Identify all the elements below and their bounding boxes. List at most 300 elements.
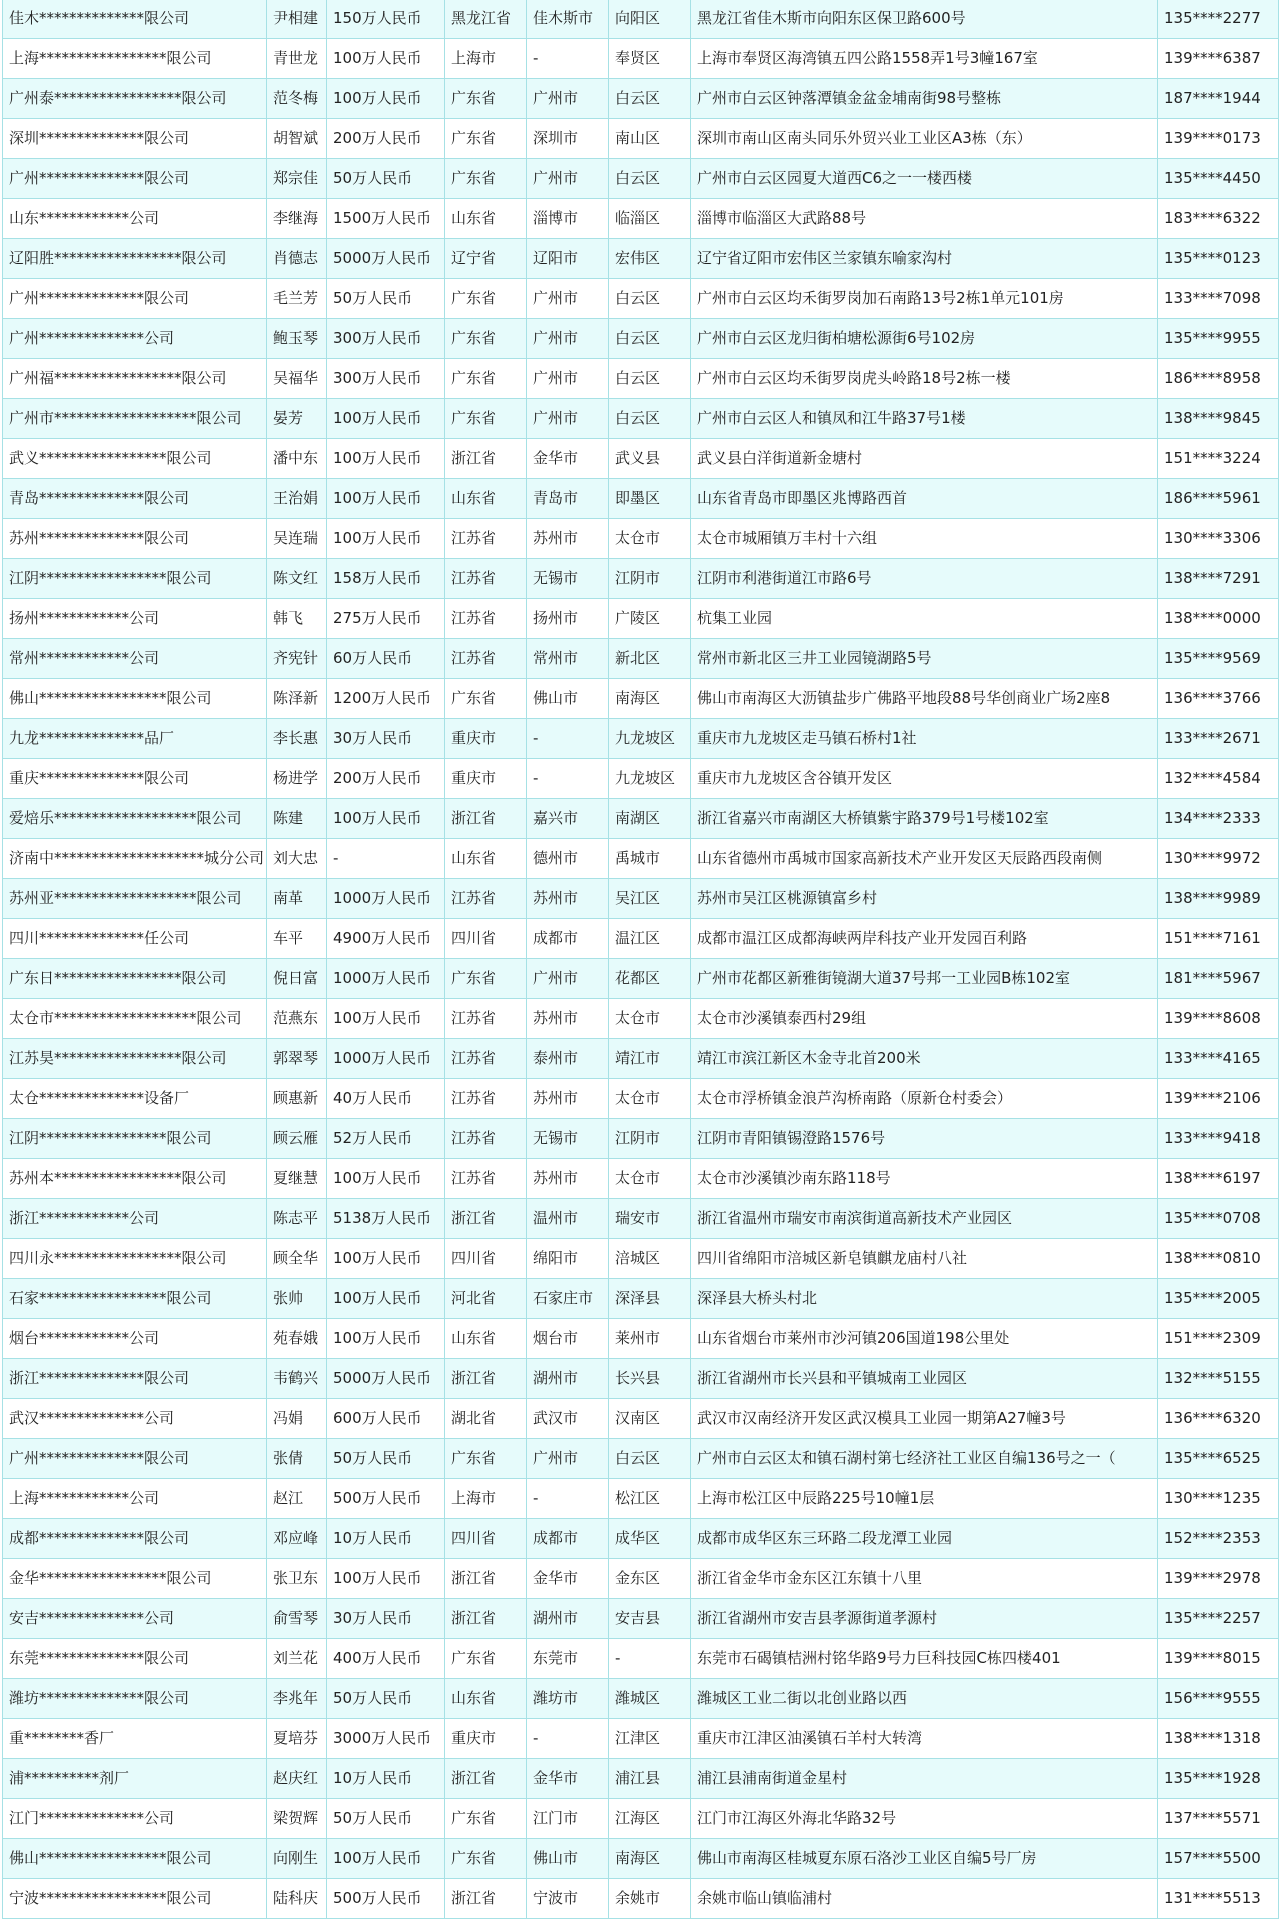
- district-cell: 白云区: [609, 1439, 691, 1479]
- company-name-cell: 常州************公司: [3, 639, 267, 679]
- legal-rep-cell: 韦鹤兴: [267, 1359, 327, 1399]
- company-name-cell: 佛山*****************限公司: [3, 1839, 267, 1879]
- phone-cell: 132****5155: [1158, 1359, 1279, 1399]
- legal-rep-cell: 夏继慧: [267, 1159, 327, 1199]
- table-row: [3, 719, 1279, 759]
- district-cell: 莱州市: [609, 1319, 691, 1359]
- city-cell: -: [527, 39, 609, 79]
- phone-cell: 187****1944: [1158, 79, 1279, 119]
- province-cell: 广东省: [445, 1839, 527, 1879]
- district-cell: 白云区: [609, 359, 691, 399]
- address-cell: 江门市江海区外海北华路32号: [691, 1799, 1158, 1839]
- capital-cell: 5138万人民币: [327, 1199, 445, 1239]
- table-row: [3, 799, 1279, 839]
- company-name-cell: 重庆**************限公司: [3, 759, 267, 799]
- province-cell: 江苏省: [445, 599, 527, 639]
- table-row: [3, 239, 1279, 279]
- district-cell: 成华区: [609, 1519, 691, 1559]
- district-cell: 江阴市: [609, 1119, 691, 1159]
- company-table-body: [3, 0, 1279, 1919]
- district-cell: 江阴市: [609, 559, 691, 599]
- city-cell: 湖州市: [527, 1599, 609, 1639]
- phone-cell: 138****9989: [1158, 879, 1279, 919]
- legal-rep-cell: 毛兰芳: [267, 279, 327, 319]
- city-cell: 无锡市: [527, 559, 609, 599]
- company-name-cell: 广州**************限公司: [3, 159, 267, 199]
- city-cell: 辽阳市: [527, 239, 609, 279]
- phone-cell: 151****3224: [1158, 439, 1279, 479]
- address-cell: 浙江省金华市金东区江东镇十八里: [691, 1559, 1158, 1599]
- capital-cell: 100万人民币: [327, 39, 445, 79]
- address-cell: 辽宁省辽阳市宏伟区兰家镇东喻家沟村: [691, 239, 1158, 279]
- province-cell: 湖北省: [445, 1399, 527, 1439]
- capital-cell: 30万人民币: [327, 719, 445, 759]
- table-row: [3, 1399, 1279, 1439]
- address-cell: 重庆市江津区油溪镇石羊村大转湾: [691, 1719, 1158, 1759]
- address-cell: 广州市白云区均禾街罗岗虎头岭路18号2栋一楼: [691, 359, 1158, 399]
- phone-cell: 181****5967: [1158, 959, 1279, 999]
- province-cell: 黑龙江省: [445, 0, 527, 39]
- legal-rep-cell: 陈文红: [267, 559, 327, 599]
- phone-cell: 138****1318: [1158, 1719, 1279, 1759]
- capital-cell: 100万人民币: [327, 479, 445, 519]
- company-name-cell: 济南中********************城分公司: [3, 839, 267, 879]
- legal-rep-cell: 潘中东: [267, 439, 327, 479]
- phone-cell: 135****2277: [1158, 0, 1279, 39]
- address-cell: 江阴市利港街道江市路6号: [691, 559, 1158, 599]
- district-cell: 浦江县: [609, 1759, 691, 1799]
- legal-rep-cell: 吴连瑞: [267, 519, 327, 559]
- phone-cell: 134****2333: [1158, 799, 1279, 839]
- table-row: [3, 1719, 1279, 1759]
- table-row: [3, 1159, 1279, 1199]
- city-cell: 湖州市: [527, 1359, 609, 1399]
- city-cell: 泰州市: [527, 1039, 609, 1079]
- legal-rep-cell: 李兆年: [267, 1679, 327, 1719]
- table-row: [3, 639, 1279, 679]
- province-cell: 江苏省: [445, 1079, 527, 1119]
- legal-rep-cell: 夏培芬: [267, 1719, 327, 1759]
- address-cell: 常州市新北区三井工业园镜湖路5号: [691, 639, 1158, 679]
- company-name-cell: 广州**************限公司: [3, 279, 267, 319]
- province-cell: 四川省: [445, 919, 527, 959]
- province-cell: 四川省: [445, 1239, 527, 1279]
- legal-rep-cell: 范燕东: [267, 999, 327, 1039]
- company-name-cell: 江苏昊*****************限公司: [3, 1039, 267, 1079]
- city-cell: 苏州市: [527, 999, 609, 1039]
- company-name-cell: 广州**************公司: [3, 319, 267, 359]
- phone-cell: 135****6525: [1158, 1439, 1279, 1479]
- company-name-cell: 浙江**************限公司: [3, 1359, 267, 1399]
- district-cell: 靖江市: [609, 1039, 691, 1079]
- capital-cell: 40万人民币: [327, 1079, 445, 1119]
- company-name-cell: 广东日*****************限公司: [3, 959, 267, 999]
- phone-cell: 139****6387: [1158, 39, 1279, 79]
- company-name-cell: 青岛**************限公司: [3, 479, 267, 519]
- province-cell: 广东省: [445, 279, 527, 319]
- district-cell: 吴江区: [609, 879, 691, 919]
- district-cell: 江津区: [609, 1719, 691, 1759]
- capital-cell: 100万人民币: [327, 999, 445, 1039]
- city-cell: 潍坊市: [527, 1679, 609, 1719]
- city-cell: 无锡市: [527, 1119, 609, 1159]
- address-cell: 重庆市九龙坡区含谷镇开发区: [691, 759, 1158, 799]
- phone-cell: 133****7098: [1158, 279, 1279, 319]
- legal-rep-cell: 陈建: [267, 799, 327, 839]
- address-cell: 四川省绵阳市涪城区新皂镇麒龙庙村八社: [691, 1239, 1158, 1279]
- city-cell: -: [527, 1719, 609, 1759]
- capital-cell: 300万人民币: [327, 319, 445, 359]
- province-cell: 江苏省: [445, 639, 527, 679]
- company-name-cell: 苏州亚*******************限公司: [3, 879, 267, 919]
- phone-cell: 138****9845: [1158, 399, 1279, 439]
- district-cell: 白云区: [609, 159, 691, 199]
- company-name-cell: 四川**************任公司: [3, 919, 267, 959]
- phone-cell: 138****0810: [1158, 1239, 1279, 1279]
- city-cell: 宁波市: [527, 1879, 609, 1919]
- capital-cell: 30万人民币: [327, 1599, 445, 1639]
- address-cell: 成都市成华区东三环路二段龙潭工业园: [691, 1519, 1158, 1559]
- phone-cell: 135****1928: [1158, 1759, 1279, 1799]
- phone-cell: 183****6322: [1158, 199, 1279, 239]
- table-row: [3, 1519, 1279, 1559]
- table-row: [3, 599, 1279, 639]
- phone-cell: 135****0123: [1158, 239, 1279, 279]
- district-cell: 南海区: [609, 1839, 691, 1879]
- capital-cell: 200万人民币: [327, 759, 445, 799]
- district-cell: 汉南区: [609, 1399, 691, 1439]
- phone-cell: 138****7291: [1158, 559, 1279, 599]
- table-row: [3, 1199, 1279, 1239]
- table-row: [3, 1479, 1279, 1519]
- address-cell: 山东省青岛市即墨区兆博路西首: [691, 479, 1158, 519]
- capital-cell: 100万人民币: [327, 79, 445, 119]
- city-cell: 苏州市: [527, 1079, 609, 1119]
- address-cell: 武汉市汉南经济开发区武汉模具工业园一期第A27幢3号: [691, 1399, 1158, 1439]
- legal-rep-cell: 陈泽新: [267, 679, 327, 719]
- table-row: [3, 1879, 1279, 1919]
- address-cell: 上海市松江区中辰路225号10幢1层: [691, 1479, 1158, 1519]
- district-cell: 九龙坡区: [609, 719, 691, 759]
- capital-cell: 3000万人民币: [327, 1719, 445, 1759]
- phone-cell: 139****8015: [1158, 1639, 1279, 1679]
- address-cell: 广州市白云区人和镇凤和江牛路37号1楼: [691, 399, 1158, 439]
- address-cell: 深圳市南山区南头同乐外贸兴业工业区A3栋（东）: [691, 119, 1158, 159]
- legal-rep-cell: 肖德志: [267, 239, 327, 279]
- province-cell: 广东省: [445, 399, 527, 439]
- legal-rep-cell: 李继海: [267, 199, 327, 239]
- company-name-cell: 浦**********剂厂: [3, 1759, 267, 1799]
- phone-cell: 135****4450: [1158, 159, 1279, 199]
- address-cell: 深泽县大桥头村北: [691, 1279, 1158, 1319]
- address-cell: 苏州市吴江区桃源镇富乡村: [691, 879, 1158, 919]
- province-cell: 广东省: [445, 959, 527, 999]
- district-cell: 奉贤区: [609, 39, 691, 79]
- table-row: [3, 959, 1279, 999]
- address-cell: 佛山市南海区桂城夏东原石洛沙工业区自编5号厂房: [691, 1839, 1158, 1879]
- address-cell: 余姚市临山镇临浦村: [691, 1879, 1158, 1919]
- province-cell: 山东省: [445, 839, 527, 879]
- capital-cell: 50万人民币: [327, 1439, 445, 1479]
- table-row: [3, 479, 1279, 519]
- table-row: [3, 39, 1279, 79]
- address-cell: 浙江省温州市瑞安市南滨街道高新技术产业园区: [691, 1199, 1158, 1239]
- address-cell: 广州市花都区新雅街镜湖大道37号邦一工业园B栋102室: [691, 959, 1158, 999]
- legal-rep-cell: 晏芳: [267, 399, 327, 439]
- capital-cell: 50万人民币: [327, 159, 445, 199]
- capital-cell: 100万人民币: [327, 439, 445, 479]
- legal-rep-cell: 车平: [267, 919, 327, 959]
- phone-cell: 130****3306: [1158, 519, 1279, 559]
- province-cell: 浙江省: [445, 1199, 527, 1239]
- province-cell: 江苏省: [445, 1159, 527, 1199]
- city-cell: 佛山市: [527, 1839, 609, 1879]
- phone-cell: 135****9569: [1158, 639, 1279, 679]
- phone-cell: 152****2353: [1158, 1519, 1279, 1559]
- company-name-cell: 佛山*****************限公司: [3, 679, 267, 719]
- city-cell: 广州市: [527, 279, 609, 319]
- legal-rep-cell: 俞雪琴: [267, 1599, 327, 1639]
- province-cell: 广东省: [445, 1639, 527, 1679]
- city-cell: 广州市: [527, 399, 609, 439]
- province-cell: 河北省: [445, 1279, 527, 1319]
- company-name-cell: 广州泰*****************限公司: [3, 79, 267, 119]
- company-name-cell: 辽阳胜*****************限公司: [3, 239, 267, 279]
- province-cell: 上海市: [445, 1479, 527, 1519]
- address-cell: 上海市奉贤区海湾镇五四公路1558弄1号3幢167室: [691, 39, 1158, 79]
- province-cell: 重庆市: [445, 1719, 527, 1759]
- phone-cell: 136****6320: [1158, 1399, 1279, 1439]
- province-cell: 浙江省: [445, 1359, 527, 1399]
- district-cell: 南山区: [609, 119, 691, 159]
- province-cell: 广东省: [445, 159, 527, 199]
- city-cell: 广州市: [527, 319, 609, 359]
- capital-cell: 100万人民币: [327, 1839, 445, 1879]
- district-cell: 太仓市: [609, 519, 691, 559]
- legal-rep-cell: 范冬梅: [267, 79, 327, 119]
- district-cell: 广陵区: [609, 599, 691, 639]
- address-cell: 广州市白云区均禾街罗岗加石南路13号2栋1单元101房: [691, 279, 1158, 319]
- province-cell: 江苏省: [445, 559, 527, 599]
- city-cell: 青岛市: [527, 479, 609, 519]
- province-cell: 江苏省: [445, 1039, 527, 1079]
- city-cell: -: [527, 1479, 609, 1519]
- province-cell: 山东省: [445, 479, 527, 519]
- capital-cell: 100万人民币: [327, 1559, 445, 1599]
- province-cell: 山东省: [445, 1319, 527, 1359]
- district-cell: 武义县: [609, 439, 691, 479]
- company-name-cell: 浙江************公司: [3, 1199, 267, 1239]
- city-cell: 东莞市: [527, 1639, 609, 1679]
- district-cell: 涪城区: [609, 1239, 691, 1279]
- province-cell: 上海市: [445, 39, 527, 79]
- legal-rep-cell: 胡智斌: [267, 119, 327, 159]
- city-cell: 广州市: [527, 159, 609, 199]
- capital-cell: 1000万人民币: [327, 959, 445, 999]
- district-cell: 太仓市: [609, 999, 691, 1039]
- address-cell: 太仓市沙溪镇泰西村29组: [691, 999, 1158, 1039]
- city-cell: 温州市: [527, 1199, 609, 1239]
- capital-cell: 1200万人民币: [327, 679, 445, 719]
- capital-cell: 150万人民币: [327, 0, 445, 39]
- legal-rep-cell: 冯娟: [267, 1399, 327, 1439]
- address-cell: 太仓市城厢镇万丰村十六组: [691, 519, 1158, 559]
- legal-rep-cell: 梁贺辉: [267, 1799, 327, 1839]
- company-table: [2, 0, 1279, 1919]
- legal-rep-cell: 陈志平: [267, 1199, 327, 1239]
- phone-cell: 151****2309: [1158, 1319, 1279, 1359]
- table-row: [3, 1799, 1279, 1839]
- legal-rep-cell: 苑春娥: [267, 1319, 327, 1359]
- address-cell: 潍城区工业二街以北创业路以西: [691, 1679, 1158, 1719]
- address-cell: 山东省德州市禹城市国家高新技术产业开发区天辰路西段南侧: [691, 839, 1158, 879]
- city-cell: 嘉兴市: [527, 799, 609, 839]
- district-cell: 安吉县: [609, 1599, 691, 1639]
- table-row: [3, 839, 1279, 879]
- phone-cell: 132****4584: [1158, 759, 1279, 799]
- legal-rep-cell: 顾惠新: [267, 1079, 327, 1119]
- province-cell: 广东省: [445, 79, 527, 119]
- company-name-cell: 成都**************限公司: [3, 1519, 267, 1559]
- phone-cell: 139****0173: [1158, 119, 1279, 159]
- city-cell: 广州市: [527, 359, 609, 399]
- city-cell: -: [527, 719, 609, 759]
- capital-cell: 1500万人民币: [327, 199, 445, 239]
- capital-cell: 50万人民币: [327, 279, 445, 319]
- district-cell: 九龙坡区: [609, 759, 691, 799]
- phone-cell: 135****9955: [1158, 319, 1279, 359]
- table-row: [3, 1279, 1279, 1319]
- city-cell: 苏州市: [527, 519, 609, 559]
- province-cell: 广东省: [445, 679, 527, 719]
- province-cell: 浙江省: [445, 1759, 527, 1799]
- table-row: [3, 1599, 1279, 1639]
- legal-rep-cell: 杨进学: [267, 759, 327, 799]
- capital-cell: 100万人民币: [327, 1279, 445, 1319]
- table-row: [3, 1639, 1279, 1679]
- city-cell: 金华市: [527, 1559, 609, 1599]
- legal-rep-cell: 鲍玉琴: [267, 319, 327, 359]
- phone-cell: 130****9972: [1158, 839, 1279, 879]
- company-name-cell: 武义*****************限公司: [3, 439, 267, 479]
- district-cell: 潍城区: [609, 1679, 691, 1719]
- table-row: [3, 759, 1279, 799]
- district-cell: 金东区: [609, 1559, 691, 1599]
- capital-cell: 10万人民币: [327, 1519, 445, 1559]
- phone-cell: 139****8608: [1158, 999, 1279, 1039]
- city-cell: 江门市: [527, 1799, 609, 1839]
- city-cell: 成都市: [527, 1519, 609, 1559]
- legal-rep-cell: 刘大忠: [267, 839, 327, 879]
- province-cell: 广东省: [445, 359, 527, 399]
- legal-rep-cell: 李长惠: [267, 719, 327, 759]
- company-name-cell: 东莞**************限公司: [3, 1639, 267, 1679]
- company-name-cell: 烟台************公司: [3, 1319, 267, 1359]
- company-name-cell: 重********香厂: [3, 1719, 267, 1759]
- address-cell: 武义县白洋街道新金塘村: [691, 439, 1158, 479]
- city-cell: 苏州市: [527, 879, 609, 919]
- address-cell: 江阴市青阳镇锡澄路1576号: [691, 1119, 1158, 1159]
- table-row: [3, 1239, 1279, 1279]
- company-name-cell: 安吉**************公司: [3, 1599, 267, 1639]
- table-row: [3, 1679, 1279, 1719]
- capital-cell: 600万人民币: [327, 1399, 445, 1439]
- company-name-cell: 江阴*****************限公司: [3, 1119, 267, 1159]
- province-cell: 广东省: [445, 319, 527, 359]
- province-cell: 广东省: [445, 1799, 527, 1839]
- phone-cell: 133****4165: [1158, 1039, 1279, 1079]
- phone-cell: 139****2106: [1158, 1079, 1279, 1119]
- legal-rep-cell: 尹相建: [267, 0, 327, 39]
- address-cell: 重庆市九龙坡区走马镇石桥村1社: [691, 719, 1158, 759]
- company-name-cell: 金华*****************限公司: [3, 1559, 267, 1599]
- phone-cell: 135****2257: [1158, 1599, 1279, 1639]
- phone-cell: 136****3766: [1158, 679, 1279, 719]
- table-row: [3, 79, 1279, 119]
- phone-cell: 138****0000: [1158, 599, 1279, 639]
- district-cell: 即墨区: [609, 479, 691, 519]
- table-row: [3, 1759, 1279, 1799]
- legal-rep-cell: 王治娟: [267, 479, 327, 519]
- legal-rep-cell: 南革: [267, 879, 327, 919]
- city-cell: 金华市: [527, 1759, 609, 1799]
- district-cell: 温江区: [609, 919, 691, 959]
- phone-cell: 133****9418: [1158, 1119, 1279, 1159]
- city-cell: -: [527, 759, 609, 799]
- phone-cell: 157****5500: [1158, 1839, 1279, 1879]
- city-cell: 广州市: [527, 79, 609, 119]
- city-cell: 常州市: [527, 639, 609, 679]
- capital-cell: 275万人民币: [327, 599, 445, 639]
- city-cell: 苏州市: [527, 1159, 609, 1199]
- province-cell: 浙江省: [445, 1599, 527, 1639]
- capital-cell: 300万人民币: [327, 359, 445, 399]
- district-cell: 太仓市: [609, 1159, 691, 1199]
- legal-rep-cell: 邓应峰: [267, 1519, 327, 1559]
- address-cell: 广州市白云区园夏大道西C6之一一楼西楼: [691, 159, 1158, 199]
- table-row: [3, 999, 1279, 1039]
- table-row: [3, 1039, 1279, 1079]
- province-cell: 江苏省: [445, 879, 527, 919]
- table-row: [3, 519, 1279, 559]
- table-row: [3, 559, 1279, 599]
- phone-cell: 151****7161: [1158, 919, 1279, 959]
- phone-cell: 135****0708: [1158, 1199, 1279, 1239]
- city-cell: 成都市: [527, 919, 609, 959]
- province-cell: 四川省: [445, 1519, 527, 1559]
- city-cell: 广州市: [527, 959, 609, 999]
- city-cell: 武汉市: [527, 1399, 609, 1439]
- table-row: [3, 159, 1279, 199]
- district-cell: 太仓市: [609, 1079, 691, 1119]
- phone-cell: 138****6197: [1158, 1159, 1279, 1199]
- capital-cell: 100万人民币: [327, 1319, 445, 1359]
- province-cell: 广东省: [445, 119, 527, 159]
- legal-rep-cell: 赵江: [267, 1479, 327, 1519]
- capital-cell: 500万人民币: [327, 1879, 445, 1919]
- address-cell: 成都市温江区成都海峡两岸科技产业开发园百利路: [691, 919, 1158, 959]
- capital-cell: 10万人民币: [327, 1759, 445, 1799]
- capital-cell: 500万人民币: [327, 1479, 445, 1519]
- table-row: [3, 1119, 1279, 1159]
- address-cell: 太仓市浮桥镇金浪芦沟桥南路（原新仓村委会）: [691, 1079, 1158, 1119]
- city-cell: 广州市: [527, 1439, 609, 1479]
- address-cell: 广州市白云区太和镇石湖村第七经济社工业区自编136号之一（: [691, 1439, 1158, 1479]
- legal-rep-cell: 张倩: [267, 1439, 327, 1479]
- phone-cell: 186****8958: [1158, 359, 1279, 399]
- district-cell: 南海区: [609, 679, 691, 719]
- table-row: [3, 319, 1279, 359]
